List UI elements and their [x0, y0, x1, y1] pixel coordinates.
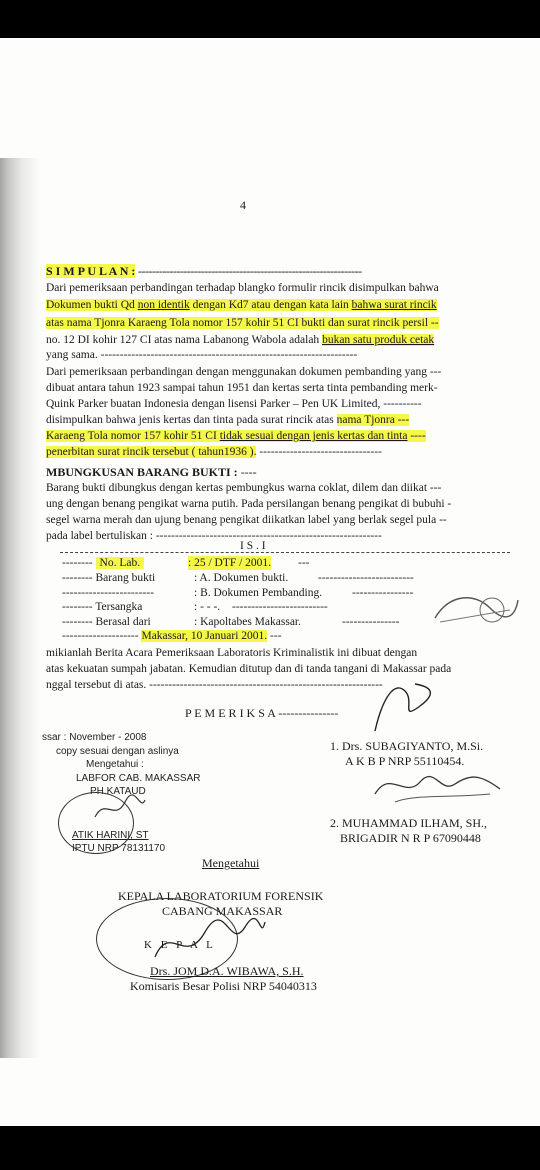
- isi-label-barang-bukti: Barang bukti: [95, 572, 156, 584]
- isi-label-tersangka: Tersangka: [95, 601, 143, 613]
- kesimpulan-heading: S I M P U L A N : ----------------------------------------------------------------: [46, 264, 362, 278]
- isi-row-2: -------- Barang bukti : A. Dokumen bukti. -------------------------: [62, 572, 414, 584]
- isi-row-date: -------------------- Makassar, 10 Januari 2001. ---: [62, 630, 282, 642]
- copy-stamp-line-6: ATIK HARINI, ST: [72, 830, 149, 841]
- isi-value-barang-bukti: : A. Dokumen bukti.: [194, 572, 289, 584]
- place-date: Makassar, 10 Januari 2001.: [141, 630, 268, 642]
- kesimpulan-line-2: Dokumen bukti Qd non identik dengan Kd7 atau dengan kata lain bahwa surat rincik: [46, 299, 437, 311]
- page-shadow-edge: [0, 158, 40, 1058]
- pemeriksa-heading: P E M E R I K S A ---------------: [185, 706, 339, 720]
- pembungkusan-line-4: pada label bertuliskan : -----------------------------------------------------------: [46, 530, 382, 542]
- pembungkusan-line-2: ung dengan benang pengikat warna putih. Pada persilangan benang pengikat di bubuhi -: [46, 498, 452, 510]
- isi-label-no-lab: No. Lab.: [96, 557, 145, 569]
- head-rank: Komisaris Besar Polisi NRP 54040313: [130, 979, 317, 993]
- isi-value-pembanding: : B. Dokumen Pembanding.: [194, 587, 323, 599]
- examiner-1-name: 1. Drs. SUBAGIYANTO, M.Si.: [330, 739, 484, 753]
- seal-text: K E P A L: [144, 939, 216, 951]
- status-bar: [0, 0, 540, 38]
- pembungkusan-heading: MBUNGKUSAN BARANG BUKTI : ----: [46, 465, 257, 479]
- isi-row-4: -------- Tersangka : - - -. -------------------------: [62, 601, 328, 613]
- kesimpulan-line-9: disimpulkan bahwa jenis kertas dan tinta pada surat rincik atas nama Tjonra ---: [46, 414, 410, 426]
- head-title-1: KEPALA LABORATORIUM FORENSIK: [118, 889, 324, 903]
- mengetahui-label: Mengetahui: [202, 856, 260, 870]
- kesimpulan-line-7: dibuat antara tahun 1923 sampai tahun 1951 dan kertas serta tinta pembanding merk-: [46, 382, 438, 394]
- isi-value-tersangka: : - - -.: [194, 601, 221, 613]
- kesimpulan-line-1: Dari pemeriksaan perbandingan terhadap blangko formulir rincik disimpulkan bahwa: [46, 282, 439, 294]
- pembungkusan-line-1: Barang bukti dibungkus dengan kertas pembungkus warna coklat, dilem dan diikat ---: [46, 482, 442, 494]
- closing-line-3: nggal tersebut di atas. -------------------------------------------------------------: [46, 679, 383, 691]
- examiner-2-rank: BRIGADIR N R P 67090448: [340, 831, 481, 845]
- isi-label-berasal: Berasal dari: [95, 616, 151, 628]
- kesimpulan-line-5: yang sama. -------------------------------------------------------------------: [46, 349, 358, 361]
- wax-seal-icon: [430, 588, 520, 628]
- copy-stamp-line-1: ssar : November - 2008: [42, 732, 147, 743]
- kesimpulan-line-6: Dari pemeriksaan perbandingan dengan menggunakan dokumen pembanding yang ---: [46, 366, 442, 378]
- pemeriksa-heading-text: P E M E R I K S A: [185, 706, 276, 720]
- isi-heading: I S . I: [240, 540, 266, 552]
- kesimpulan-line-8: Quink Parker buatan Indonesia dengan lisensi Parker – Pen UK Limited, ----------: [46, 398, 422, 410]
- closing-line-1: mikianlah Berita Acara Pemeriksaan Laboratoris Kriminalistik ini dibuat dengan: [46, 647, 418, 659]
- copy-stamp-line-4: LABFOR CAB. MAKASSAR: [76, 773, 201, 784]
- pembungkusan-heading-text: MBUNGKUSAN BARANG BUKTI :: [46, 465, 238, 479]
- page-number: 4: [240, 198, 246, 212]
- copy-stamp-line-7: IPTU NRP 78131170: [72, 843, 166, 854]
- pembungkusan-line-3: segel warna merah dan ujung benang pengikat diikatkan label yang berlak segel pula --: [46, 514, 447, 526]
- isi-top-rule: [60, 552, 510, 553]
- closing-line-2: atas kekuatan sumpah jabatan. Kemudian ditutup dan di tanda tangani di Makassar pada: [46, 663, 452, 675]
- kesimpulan-heading-text: S I M P U L A N :: [46, 264, 136, 278]
- signature-copy-stamp-icon: [90, 792, 150, 826]
- head-name: Drs. JOM D.A. WIBAWA, S.H.: [150, 964, 304, 978]
- copy-stamp-line-2: copy sesuai dengan aslinya: [56, 746, 179, 757]
- isi-row-3: ------------------------ : B. Dokumen Pembanding. ----------------: [62, 587, 414, 599]
- kesimpulan-line-3: atas nama Tjonra Karaeng Tola nomor 157 kohir 51 CI bukti dan surat rincik persil --: [46, 317, 439, 329]
- head-title-2: CABANG MAKASSAR: [162, 904, 283, 918]
- examiner-2-name: 2. MUHAMMAD ILHAM, SH.,: [330, 816, 488, 830]
- isi-row-1: -------- No. Lab. : 25 / DTF / 2001. ---: [62, 557, 310, 569]
- isi-row-5: -------- Berasal dari : Kapoltabes Makassar. ---------------: [62, 616, 400, 628]
- kesimpulan-line-10: Karaeng Tola nomor 157 kohir 51 CI tidak sesuai dengan jenis kertas dan tinta ----: [46, 430, 426, 442]
- copy-stamp-line-5: PH KATAUD: [90, 786, 146, 797]
- signature-pemeriksa-icon: [365, 676, 435, 736]
- kesimpulan-line-4: no. 12 DI kohir 127 CI atas nama Labanong Wabola adalah bukan satu produk cetak: [46, 334, 435, 346]
- isi-value-no-lab: : 25 / DTF / 2001.: [188, 557, 272, 569]
- signature-examiner-1-icon: [370, 764, 510, 808]
- examiner-1-rank: A K B P NRP 55110454.: [345, 754, 465, 768]
- copy-stamp-line-3: Mengetahui :: [86, 759, 144, 770]
- kesimpulan-line-11: penerbitan surat rincik tersebut ( tahun1936 ). --------------------------------: [46, 446, 382, 458]
- isi-value-berasal: : Kapoltabes Makassar.: [194, 616, 301, 628]
- navigation-bar: [0, 1126, 540, 1170]
